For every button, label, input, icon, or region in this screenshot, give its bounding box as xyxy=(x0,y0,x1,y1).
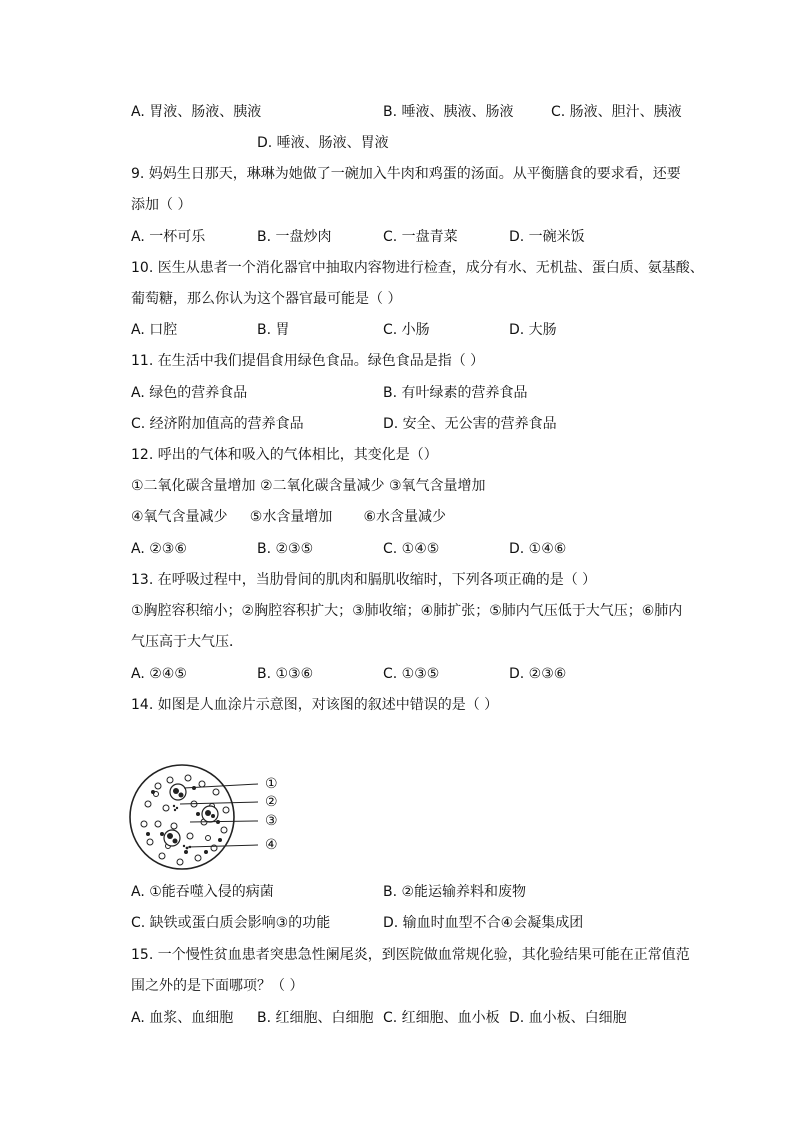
q15-stem-line2: 围之外的是下面哪项？（ ） xyxy=(131,978,304,994)
q11-option-b: B. 有叶绿素的营养食品 xyxy=(383,385,528,401)
q12-option-b: B. ②③⑤ xyxy=(257,541,314,557)
q12-items-line1: ①二氧化碳含量增加 ②二氧化碳含量减少 ③氧气含量增加 xyxy=(131,478,486,494)
q13-option-b: B. ①③⑥ xyxy=(257,666,314,682)
q14-option-d: D. 输血时血型不合④会凝集成团 xyxy=(383,915,584,931)
q13-items-line1: ①胸腔容积缩小；②胸腔容积扩大；③肺收缩；④肺扩张；⑤肺内气压低于大气压；⑥肺内 xyxy=(131,603,683,619)
q8-option-d: D. 唾液、肠液、胃液 xyxy=(257,135,389,151)
q9-stem-line2: 添加（ ） xyxy=(131,197,192,213)
q15-option-c: C. 红细胞、血小板 xyxy=(383,1010,500,1026)
q14-option-c: C. 缺铁或蛋白质会影响③的功能 xyxy=(131,915,331,931)
figure-label-4: ④ xyxy=(265,837,278,853)
q9-option-c: C. 一盘青菜 xyxy=(383,229,458,245)
q14-stem: 14. 如图是人血涂片示意图，对该图的叙述中错误的是（ ） xyxy=(131,697,499,713)
q10-stem-line1: 10. 医生从患者一个消化器官中抽取内容物进行检查，成分有水、无机盐、蛋白质、氨基酸、 xyxy=(131,260,704,276)
q15-option-a: A. 血浆、血细胞 xyxy=(131,1010,234,1026)
q8-option-c: C. 肠液、胆汁、胰液 xyxy=(551,104,682,120)
q15-stem-line1: 15. 一个慢性贫血患者突患急性阑尾炎，到医院做血常规化验，其化验结果可能在正常值范 xyxy=(131,947,690,963)
q12-items-line2: ④氧气含量减少 ⑤水含量增加 ⑥水含量减少 xyxy=(131,509,447,525)
q10-option-a: A. 口腔 xyxy=(131,322,178,338)
q13-option-d: D. ②③⑥ xyxy=(509,666,567,682)
figure-label-2: ② xyxy=(265,794,278,810)
q13-items-line2: 气压高于大气压． xyxy=(131,634,243,650)
q12-option-a: A. ②③⑥ xyxy=(131,541,187,557)
q15-option-d: D. 血小板、白细胞 xyxy=(509,1010,627,1026)
figure-label-1: ① xyxy=(265,776,278,792)
q11-option-d: D. 安全、无公害的营养食品 xyxy=(383,416,557,432)
q14-option-b: B. ②能运输养料和废物 xyxy=(383,884,527,900)
q12-stem: 12. 呼出的气体和吸入的气体相比，其变化是（） xyxy=(131,447,438,463)
figure-label-3: ③ xyxy=(265,813,278,829)
q13-stem: 13. 在呼吸过程中，当肋骨间的肌肉和膈肌收缩时，下列各项正确的是（ ） xyxy=(131,572,597,588)
q12-option-d: D. ①④⑥ xyxy=(509,541,567,557)
q10-option-b: B. 胃 xyxy=(257,322,290,338)
q14-option-a: A. ①能吞噬入侵的病菌 xyxy=(131,884,274,900)
q11-stem: 11. 在生活中我们提倡食用绿色食品。绿色食品是指（ ） xyxy=(131,353,485,369)
q12-option-c: C. ①④⑤ xyxy=(383,541,440,557)
q9-option-d: D. 一碗米饭 xyxy=(509,229,585,245)
q10-option-d: D. 大肠 xyxy=(509,322,557,338)
q13-option-a: A. ②④⑤ xyxy=(131,666,187,682)
q10-option-c: C. 小肠 xyxy=(383,322,430,338)
q10-stem-line2: 葡萄糖，那么你认为这个器官最可能是（ ） xyxy=(131,291,402,307)
q8-option-b: B. 唾液、胰液、肠液 xyxy=(383,104,514,120)
q11-option-c: C. 经济附加值高的营养食品 xyxy=(131,416,304,432)
q9-stem-line1: 9. 妈妈生日那天，琳琳为她做了一碗加入牛肉和鸡蛋的汤面。从平衡膳食的要求看，还要 xyxy=(131,166,681,182)
q8-option-a: A. 胃液、肠液、胰液 xyxy=(131,104,262,120)
q9-option-a: A. 一杯可乐 xyxy=(131,229,206,245)
q13-option-c: C. ①③⑤ xyxy=(383,666,440,682)
q9-option-b: B. 一盘炒肉 xyxy=(257,229,332,245)
q15-option-b: B. 红细胞、白细胞 xyxy=(257,1010,374,1026)
blood-smear-figure xyxy=(128,764,288,876)
q11-option-a: A. 绿色的营养食品 xyxy=(131,385,248,401)
